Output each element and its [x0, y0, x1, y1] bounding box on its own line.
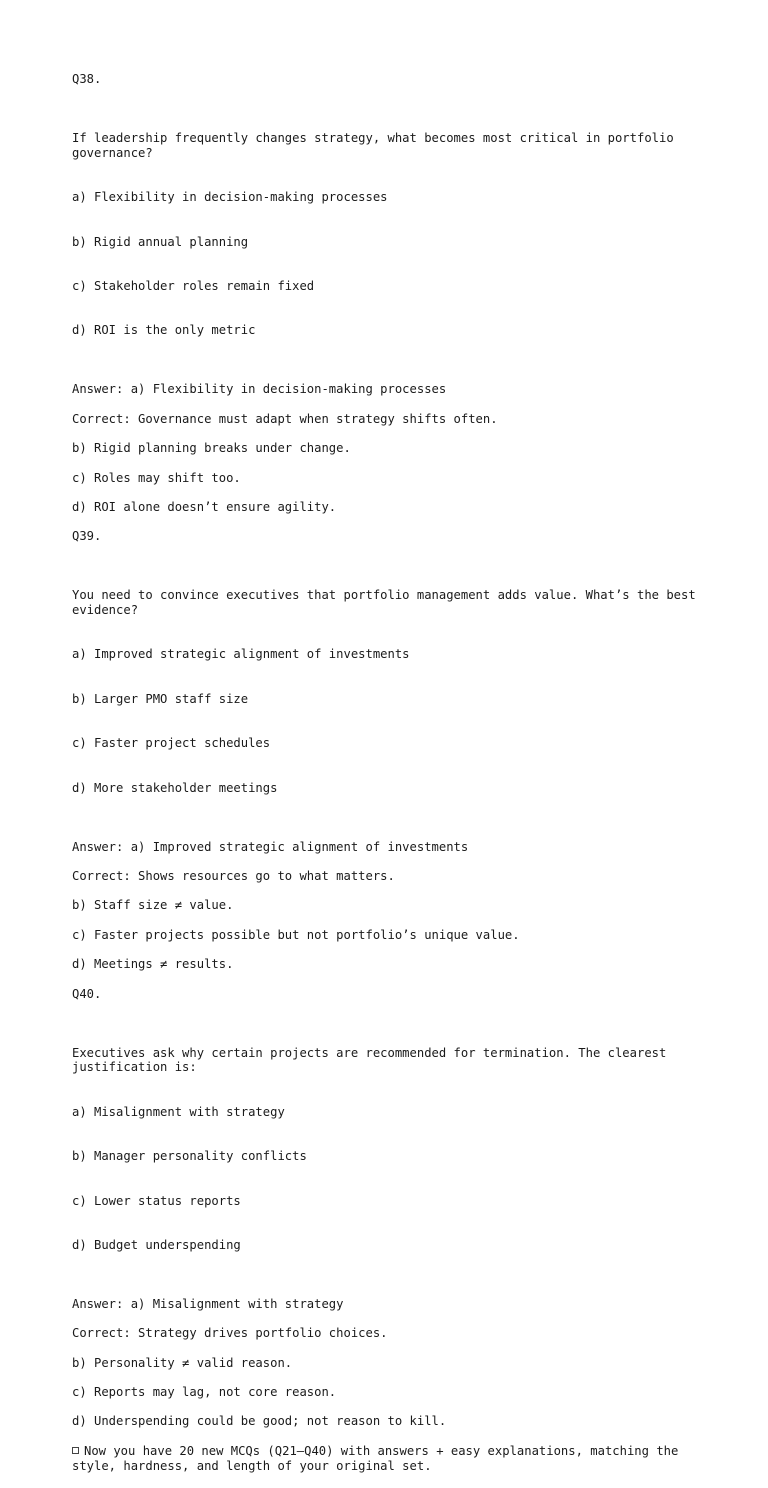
option-c: c) Faster project schedules: [72, 736, 271, 751]
question-block: [72, 101, 712, 367]
question-number: Q38.: [72, 72, 102, 86]
explanation-correct: Correct: Shows resources go to what matters.: [72, 869, 395, 883]
option-c: c) Lower status reports: [72, 1193, 241, 1208]
explanation-correct: Correct: Governance must adapt when strategy shifts often.: [72, 411, 498, 426]
option-d: d) More stakeholder meetings: [72, 780, 278, 795]
closing-text: Now you have 20 new MCQs (Q21–Q40) with answers + easy explanations, matching the style, hardness, and length of your original set.: [72, 1443, 686, 1473]
option-a: a) Flexibility in decision-making processes: [72, 190, 388, 205]
question-number: Q39.: [72, 529, 102, 544]
question-block: [72, 559, 712, 825]
explanation-d: d) Meetings ≠ results.: [72, 957, 234, 972]
explanation-b: b) Rigid planning breaks under change.: [72, 441, 351, 456]
option-a: a) Misalignment with strategy: [72, 1104, 285, 1119]
check-box-icon: [72, 1447, 79, 1454]
question-stem: You need to convince executives that portfolio management adds value. What’s the best evidence?: [72, 588, 704, 618]
closing-note: [72, 1444, 712, 1474]
question-stem: If leadership frequently changes strategy, what becomes most critical in portfolio governance?: [72, 130, 682, 160]
explanation-c: c) Faster projects possible but not portfolio’s unique value.: [72, 927, 520, 942]
question-block: [72, 1016, 712, 1282]
option-d: d) Budget underspending: [72, 1237, 241, 1252]
question-stem: Executives ask why certain projects are recommended for termination. The clearest justification is:: [72, 1045, 674, 1075]
explanation-correct: Correct: Strategy drives portfolio choices.: [72, 1326, 388, 1341]
option-d: d) ROI is the only metric: [72, 323, 256, 338]
explanation-d: d) ROI alone doesn’t ensure agility.: [72, 499, 337, 514]
answer-line: Answer: a) Misalignment with strategy: [72, 1296, 344, 1311]
option-a: a) Improved strategic alignment of investments: [72, 647, 410, 662]
document-page: [72, 72, 712, 1488]
question-number: Q40.: [72, 986, 102, 1001]
explanation-b: b) Personality ≠ valid reason.: [72, 1355, 293, 1370]
explanation-c: c) Reports may lag, not core reason.: [72, 1385, 337, 1400]
option-b: b) Larger PMO staff size: [72, 691, 249, 706]
answer-line: Answer: a) Flexibility in decision-making processes: [72, 382, 447, 397]
explanation-c: c) Roles may shift too.: [72, 470, 241, 485]
explanation-d: d) Underspending could be good; not reason to kill.: [72, 1414, 447, 1429]
option-c: c) Stakeholder roles remain fixed: [72, 278, 315, 293]
answer-line: Answer: a) Improved strategic alignment of investments: [72, 839, 469, 854]
option-b: b) Manager personality conflicts: [72, 1149, 307, 1164]
option-b: b) Rigid annual planning: [72, 234, 249, 249]
explanation-b: b) Staff size ≠ value.: [72, 898, 234, 913]
